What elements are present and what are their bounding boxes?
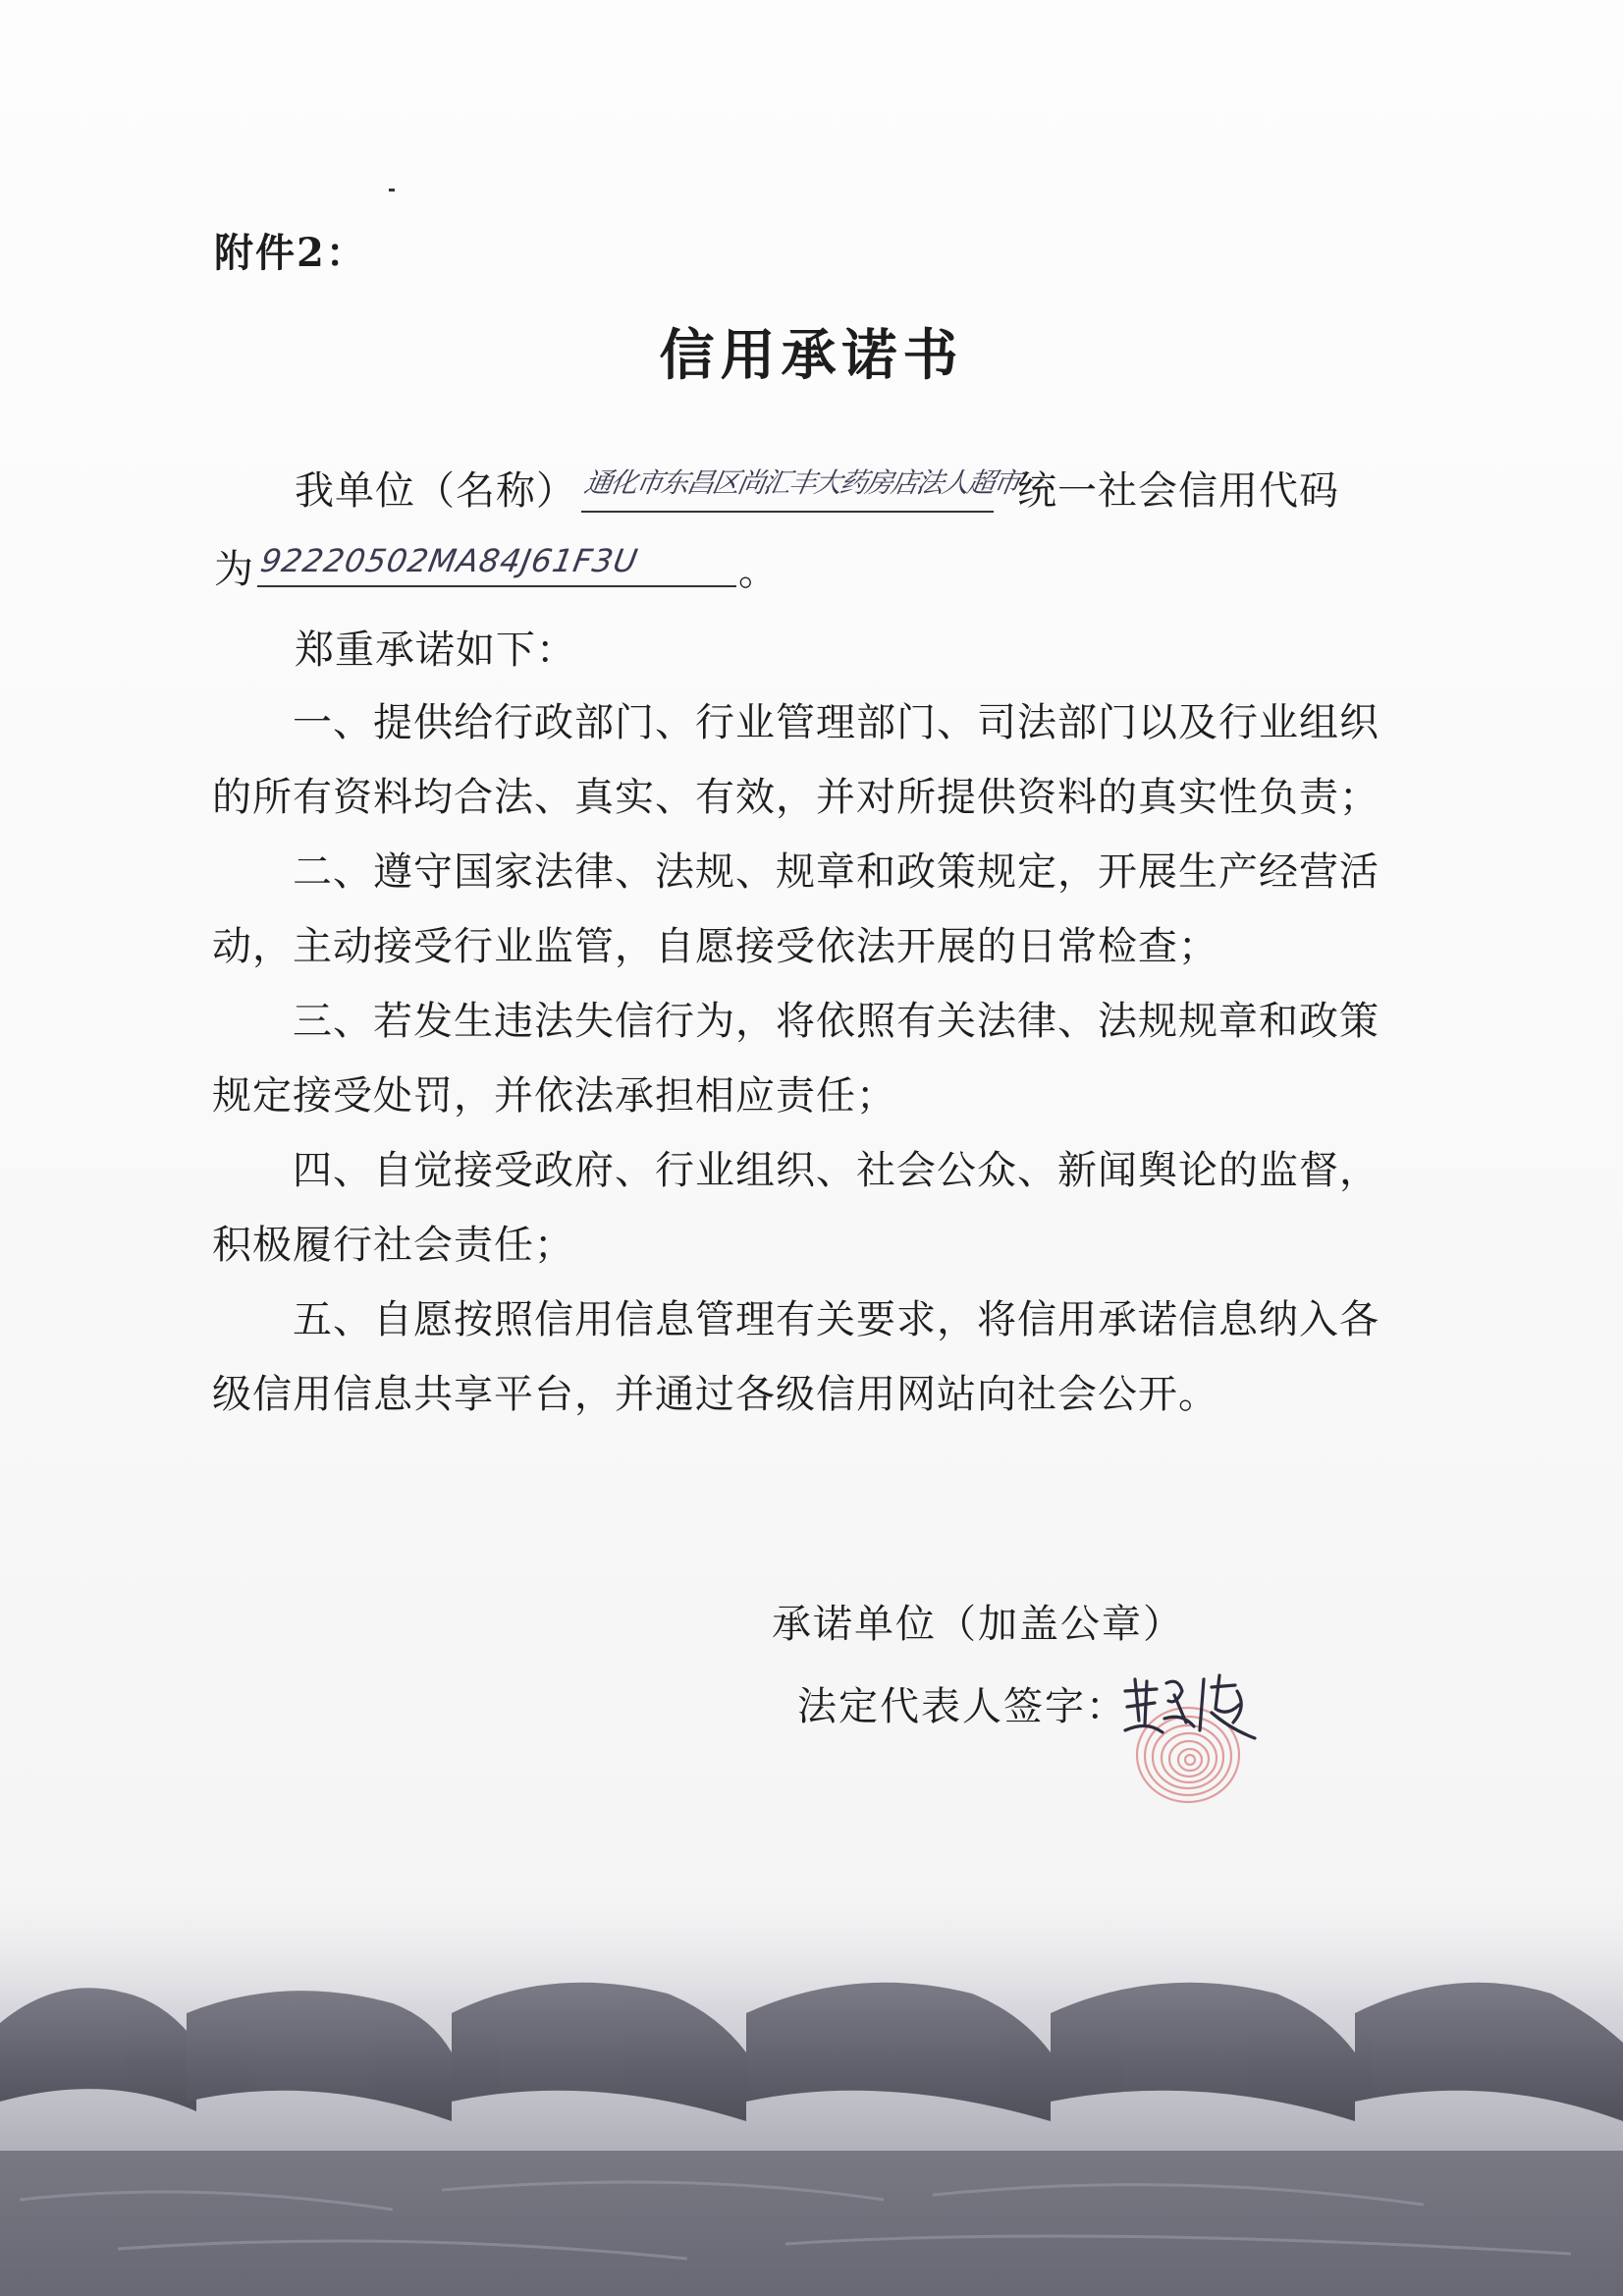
- pledge-item-4-line-2: 积极履行社会责任；: [212, 1223, 574, 1268]
- handwritten-signature: [1117, 1662, 1265, 1750]
- pledge-item-5-line-2: 级信用信息共享平台，并通过各级信用网站向社会公开。: [212, 1372, 1218, 1417]
- code-prefix: 为: [214, 547, 254, 592]
- pledge-item-1-line-1: 一、提供给行政部门、行业管理部门、司法部门以及行业组织: [293, 700, 1380, 745]
- unit-name-handwriting: 通化市东昌区尚汇丰大药房店法人超市: [581, 466, 1022, 499]
- scan-speck: [389, 189, 395, 191]
- intro-suffix: 统一社会信用代码: [1017, 468, 1339, 514]
- code-suffix: 。: [738, 549, 779, 594]
- pledge-item-2-line-1: 二、遵守国家法律、法规、规章和政策规定，开展生产经营活: [293, 849, 1380, 895]
- document-title: 信用承诺书: [659, 323, 964, 388]
- pledge-intro: 郑重承诺如下：: [295, 628, 576, 673]
- pledge-item-3-line-1: 三、若发生违法失信行为，将依照有关法律、法规规章和政策: [293, 999, 1380, 1044]
- footer-wave-decoration: [0, 1856, 1623, 2296]
- credit-code-handwriting: 92220502MA84J61F3U: [257, 542, 641, 579]
- signing-unit-label: 承诺单位（加盖公章）: [772, 1602, 1184, 1647]
- pledge-item-5-line-1: 五、自愿按照信用信息管理有关要求，将信用承诺信息纳入各: [293, 1297, 1380, 1342]
- pledge-item-2-line-2: 动，主动接受行业监管，自愿接受依法开展的日常检查；: [212, 924, 1218, 969]
- unit-name-blank: [581, 511, 994, 513]
- pledge-item-3-line-2: 规定接受处罚，并依法承担相应责任；: [212, 1073, 896, 1119]
- legal-representative-label: 法定代表人签字：: [797, 1684, 1127, 1729]
- credit-code-blank: [257, 585, 736, 587]
- intro-prefix: 我单位（名称）: [295, 468, 576, 514]
- pledge-item-1-line-2: 的所有资料均合法、真实、有效，并对所提供资料的真实性负责；: [212, 775, 1380, 820]
- pledge-item-4-line-1: 四、自觉接受政府、行业组织、社会公众、新闻舆论的监督，: [293, 1148, 1380, 1193]
- attachment-label: 附件2：: [214, 230, 367, 276]
